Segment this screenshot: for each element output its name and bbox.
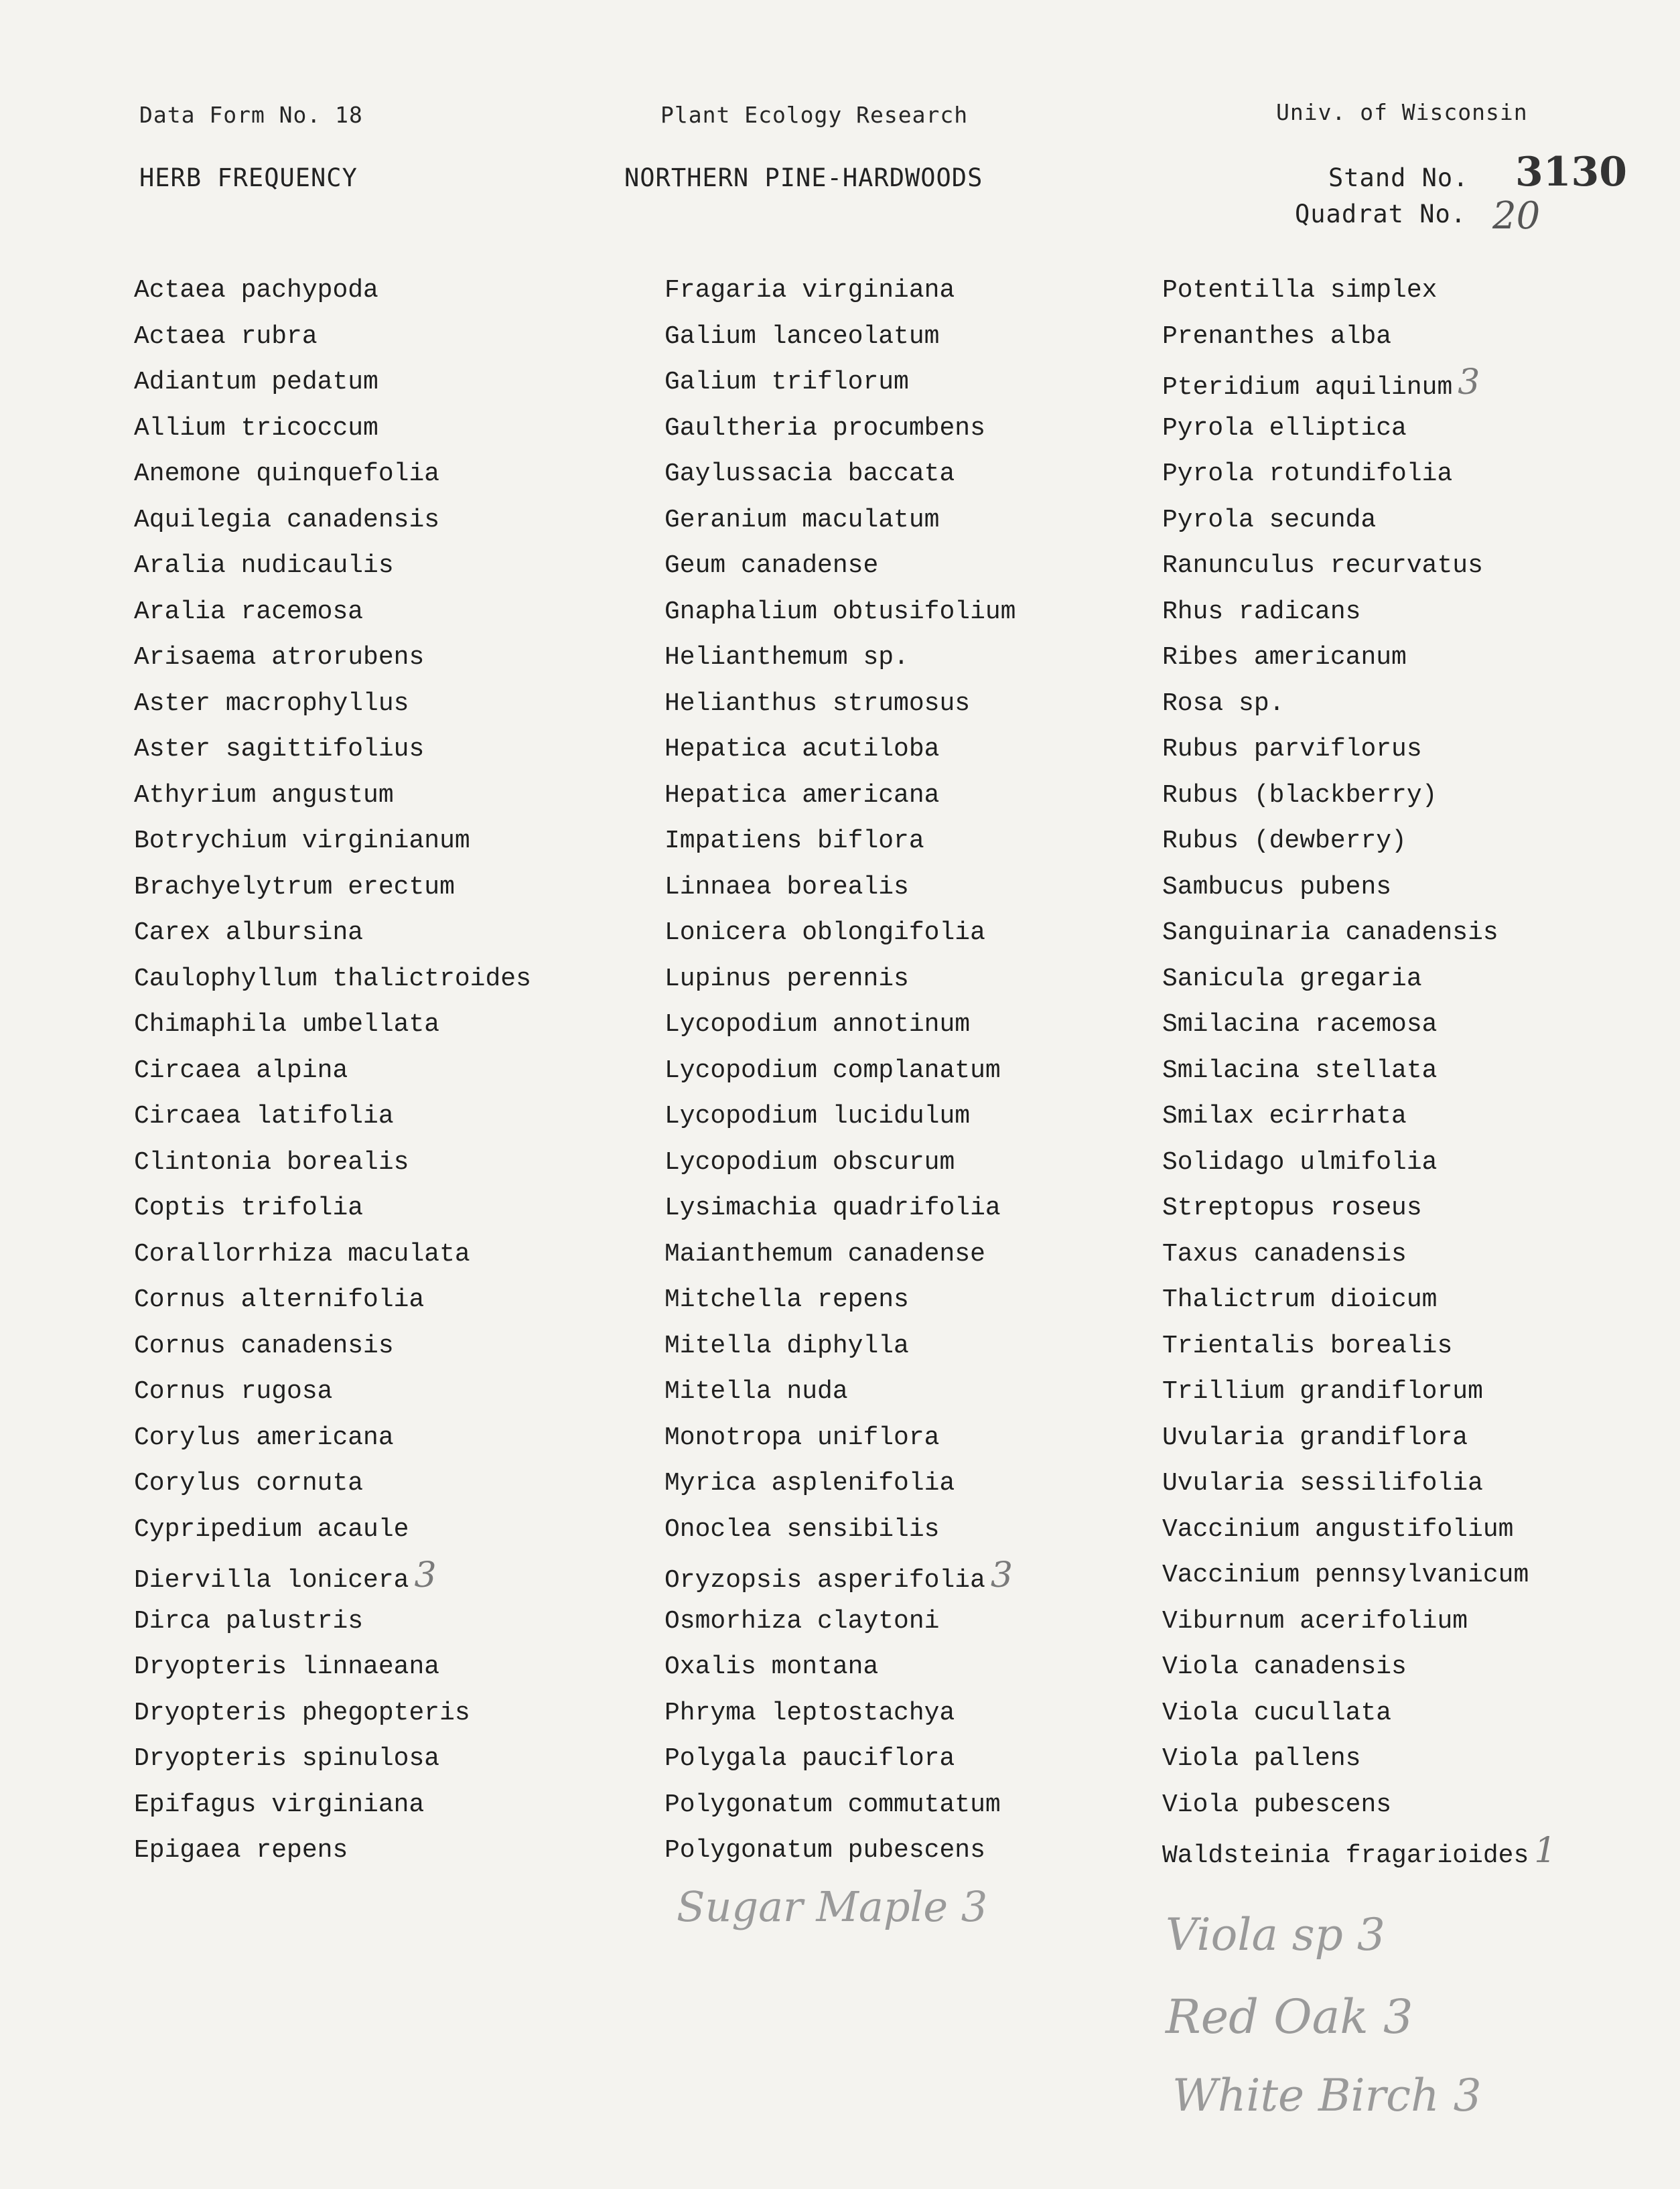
quadrat-label: Quadrat No. [1295,200,1467,228]
species-name: Potentilla simplex [1162,276,1438,305]
species-row [1162,1232,1556,1278]
species-row [134,957,531,1003]
species-name: Botrychium virginianum [134,827,470,855]
species-name: Hepatica acutiloba [664,735,940,764]
species-name: Athyrium angustum [134,780,394,810]
species-row [664,1232,1016,1278]
species-name: Corylus cornuta [134,1469,364,1498]
species-row [1162,1369,1556,1415]
species-row [664,1048,1016,1094]
species-row [134,1828,531,1874]
form-title: HERB FREQUENCY [139,163,358,192]
species-row [134,406,531,452]
species-row [1162,773,1556,819]
species-row [664,1369,1016,1415]
species-row [1162,1782,1556,1829]
frequency-mark: 3 [414,1555,437,1596]
species-row [134,498,531,544]
species-row [1162,1094,1556,1140]
species-name: Gaultheria procumbens [664,413,985,443]
species-row [664,1644,1016,1691]
species-name: Viola cucullata [1162,1698,1392,1727]
species-row [1162,1002,1556,1048]
species-name: Corallorrhiza maculata [134,1239,470,1269]
species-name: Lycopodium lucidulum [664,1102,971,1131]
species-name: Caulophyllum thalictroides [134,964,531,993]
species-row [1162,1828,1556,1874]
species-name: Viola pubescens [1162,1790,1392,1819]
species-row [134,1691,531,1737]
species-name: Hepatica americana [664,780,940,810]
species-row [1162,1048,1556,1094]
species-name: Uvularia sessilifolia [1162,1469,1483,1498]
species-name: Polygala pauciflora [664,1744,955,1773]
species-name: Pyrola secunda [1162,505,1377,535]
species-name: Lycopodium obscurum [664,1147,955,1177]
species-name: Corylus americana [134,1423,394,1452]
species-row [134,360,531,406]
species-row [1162,865,1556,911]
species-name: Lycopodium annotinum [664,1010,971,1039]
species-name: Circaea alpina [134,1056,348,1085]
species-row [1162,1461,1556,1507]
species-name: Rubus (blackberry) [1162,780,1438,810]
species-row [134,819,531,865]
species-name: Epifagus virginiana [134,1790,425,1819]
species-name: Dryopteris phegopteris [134,1698,470,1727]
species-name: Aralia racemosa [134,597,364,626]
species-name: Lupinus perennis [664,964,909,993]
species-row [664,1691,1016,1737]
species-name: Smilax ecirrhata [1162,1102,1407,1131]
species-name: Waldsteinia fragarioides [1162,1841,1529,1870]
species-row [664,635,1016,681]
stand-number: 3130 [1515,149,1627,196]
species-row [1162,360,1556,406]
species-name: Ranunculus recurvatus [1162,551,1483,580]
forest-type-title: NORTHERN PINE-HARDWOODS [624,163,983,192]
species-row [134,1553,531,1599]
species-row [134,1048,531,1094]
species-name: Onoclea sensibilis [664,1514,940,1544]
species-row [134,1186,531,1232]
species-name: Gaylussacia baccata [664,460,955,488]
species-row [664,1324,1016,1370]
quadrat-number: 20 [1492,194,1541,238]
species-name: Sambucus pubens [1162,872,1392,902]
frequency-mark: 3 [990,1555,1013,1596]
species-row [134,865,531,911]
species-row [664,589,1016,636]
species-row [1162,268,1556,314]
species-name: Uvularia grandiflora [1162,1423,1468,1452]
species-name: Prenanthes alba [1162,322,1392,351]
species-row [1162,1553,1556,1599]
species-row [664,406,1016,452]
species-row [134,1324,531,1370]
species-name: Solidago ulmifolia [1162,1147,1438,1177]
species-name: Pteridium aquilinum [1162,373,1453,402]
species-name: Mitchella repens [664,1285,909,1314]
species-name: Aquilegia canadensis [134,505,440,535]
species-row [1162,819,1556,865]
species-name: Pyrola elliptica [1162,413,1407,443]
species-name: Cornus rugosa [134,1377,333,1406]
species-row [664,910,1016,957]
species-row [664,1277,1016,1324]
species-name: Polygonatum commutatum [664,1790,1001,1819]
species-name: Circaea latifolia [134,1102,394,1131]
species-row [664,1002,1016,1048]
frequency-mark: 1 [1534,1831,1557,1871]
species-name: Thalictrum dioicum [1162,1285,1438,1314]
species-row [1162,543,1556,589]
species-name: Adiantum pedatum [134,368,378,397]
handwritten-note-red-oak: Red Oak 3 [1166,1989,1413,2044]
species-row [1162,1415,1556,1462]
species-name: Cornus canadensis [134,1331,394,1360]
species-name: Dryopteris spinulosa [134,1744,440,1773]
species-name: Viola canadensis [1162,1652,1407,1681]
species-name: Polygonatum pubescens [664,1836,985,1865]
species-name: Lonicera oblongifolia [664,918,985,947]
species-name: Dirca palustris [134,1606,364,1636]
species-name: Ribes americanum [1162,643,1407,672]
species-row [1162,314,1556,360]
organization: Plant Ecology Research [660,102,969,128]
species-name: Diervilla lonicera [134,1566,409,1595]
species-name: Pyrola rotundifolia [1162,460,1453,488]
species-name: Fragaria virginiana [664,276,955,305]
species-row [664,1186,1016,1232]
species-name: Smilacina stellata [1162,1056,1438,1085]
species-row [134,1507,531,1553]
species-row [1162,1736,1556,1782]
species-name: Oryzopsis asperifolia [664,1566,985,1595]
species-row [1162,406,1556,452]
species-row [134,1782,531,1829]
species-row [664,1461,1016,1507]
species-row [664,819,1016,865]
species-row [1162,957,1556,1003]
species-name: Phryma leptostachya [664,1698,955,1727]
university: Univ. of Wisconsin [1276,99,1528,125]
species-name: Clintonia borealis [134,1147,409,1177]
species-name: Helianthemum sp. [664,643,909,672]
species-name: Osmorhiza claytoni [664,1606,940,1636]
species-name: Mitella nuda [664,1377,848,1406]
species-name: Actaea rubra [134,322,318,351]
species-row [1162,727,1556,773]
species-name: Aster sagittifolius [134,735,425,764]
species-row [134,1140,531,1186]
species-name: Galium triflorum [664,368,909,397]
species-row [664,1553,1016,1599]
species-column-1 [134,268,531,1874]
species-name: Helianthus strumosus [664,689,971,718]
species-row [134,1736,531,1782]
species-row [664,957,1016,1003]
species-row [1162,1140,1556,1186]
species-row [664,268,1016,314]
species-row [664,360,1016,406]
species-name: Galium lanceolatum [664,322,940,351]
species-row [134,314,531,360]
species-name: Sanicula gregaria [1162,964,1422,993]
species-name: Mitella diphylla [664,1331,909,1360]
species-row [1162,1644,1556,1691]
species-name: Vaccinium pennsylvanicum [1162,1561,1529,1590]
species-row [664,1782,1016,1829]
species-name: Geranium maculatum [664,505,940,535]
handwritten-note-viola: Viola sp 3 [1166,1909,1385,1961]
species-name: Rubus (dewberry) [1162,827,1407,855]
species-name: Viola pallens [1162,1744,1361,1773]
species-row [664,1828,1016,1874]
species-name: Linnaea borealis [664,872,909,902]
species-row [664,681,1016,727]
species-name: Rhus radicans [1162,597,1361,626]
species-name: Viburnum acerifolium [1162,1606,1468,1636]
species-name: Aralia nudicaulis [134,551,394,580]
species-row [134,268,531,314]
species-row [134,1599,531,1645]
species-row [1162,910,1556,957]
species-row [1162,589,1556,636]
species-row [1162,635,1556,681]
species-row [134,773,531,819]
handwritten-note-white-birch: White Birch 3 [1172,2070,1482,2121]
species-row [664,1140,1016,1186]
species-row [664,1415,1016,1462]
species-name: Actaea pachypoda [134,276,378,305]
species-row [1162,1507,1556,1553]
species-column-2 [664,268,1016,1874]
form-number: Data Form No. 18 [139,102,363,128]
species-row [134,635,531,681]
species-row [1162,1691,1556,1737]
species-row [1162,1324,1556,1370]
species-name: Brachyelytrum erectum [134,872,455,902]
species-row [664,773,1016,819]
species-name: Arisaema atrorubens [134,643,425,672]
species-name: Maianthemum canadense [664,1239,985,1269]
species-row [1162,681,1556,727]
species-row [664,1507,1016,1553]
species-name: Coptis trifolia [134,1194,364,1222]
species-name: Monotropa uniflora [664,1423,940,1452]
species-row [134,681,531,727]
species-row [664,727,1016,773]
species-name: Lycopodium complanatum [664,1056,1001,1085]
species-name: Vaccinium angustifolium [1162,1514,1514,1544]
species-row [134,910,531,957]
handwritten-note-sugar-maple: Sugar Maple 3 [677,1882,988,1931]
species-row [134,1277,531,1324]
species-row [134,1002,531,1048]
species-name: Dryopteris linnaeana [134,1652,440,1681]
species-row [664,314,1016,360]
species-row [664,498,1016,544]
species-name: Anemone quinquefolia [134,460,440,488]
species-name: Aster macrophyllus [134,689,409,718]
species-row [1162,1277,1556,1324]
species-name: Oxalis montana [664,1652,879,1681]
species-name: Rubus parviflorus [1162,735,1422,764]
species-name: Cornus alternifolia [134,1285,425,1314]
species-row [134,451,531,498]
species-row [134,1094,531,1140]
frequency-mark: 3 [1458,362,1480,403]
species-row [1162,498,1556,544]
species-row [664,451,1016,498]
species-name: Impatiens biflora [664,827,924,855]
species-name: Sanguinaria canadensis [1162,918,1498,947]
species-name: Streptopus roseus [1162,1194,1422,1222]
species-name: Smilacina racemosa [1162,1010,1438,1039]
species-name: Geum canadense [664,551,879,580]
species-name: Rosa sp. [1162,689,1285,718]
species-row [664,865,1016,911]
species-row [664,1094,1016,1140]
species-row [134,1369,531,1415]
species-name: Allium tricoccum [134,413,378,443]
species-row [664,1736,1016,1782]
species-row [134,1415,531,1462]
species-name: Gnaphalium obtusifolium [664,597,1016,626]
stand-label: Stand No. [1328,163,1469,192]
species-row [664,1599,1016,1645]
species-name: Epigaea repens [134,1836,348,1865]
species-row [664,543,1016,589]
species-name: Trillium grandiflorum [1162,1377,1483,1406]
species-column-3 [1162,268,1556,1874]
species-name: Trientalis borealis [1162,1331,1453,1360]
species-row [134,1644,531,1691]
species-name: Myrica asplenifolia [664,1469,955,1498]
species-row [134,589,531,636]
species-name: Taxus canadensis [1162,1239,1407,1269]
species-name: Chimaphila umbellata [134,1010,440,1039]
species-row [1162,451,1556,498]
species-row [134,1461,531,1507]
species-name: Lysimachia quadrifolia [664,1194,1001,1222]
species-row [134,1232,531,1278]
species-row [134,727,531,773]
species-row [134,543,531,589]
species-row [1162,1599,1556,1645]
species-name: Cypripedium acaule [134,1514,409,1544]
species-name: Carex albursina [134,918,364,947]
species-row [1162,1186,1556,1232]
